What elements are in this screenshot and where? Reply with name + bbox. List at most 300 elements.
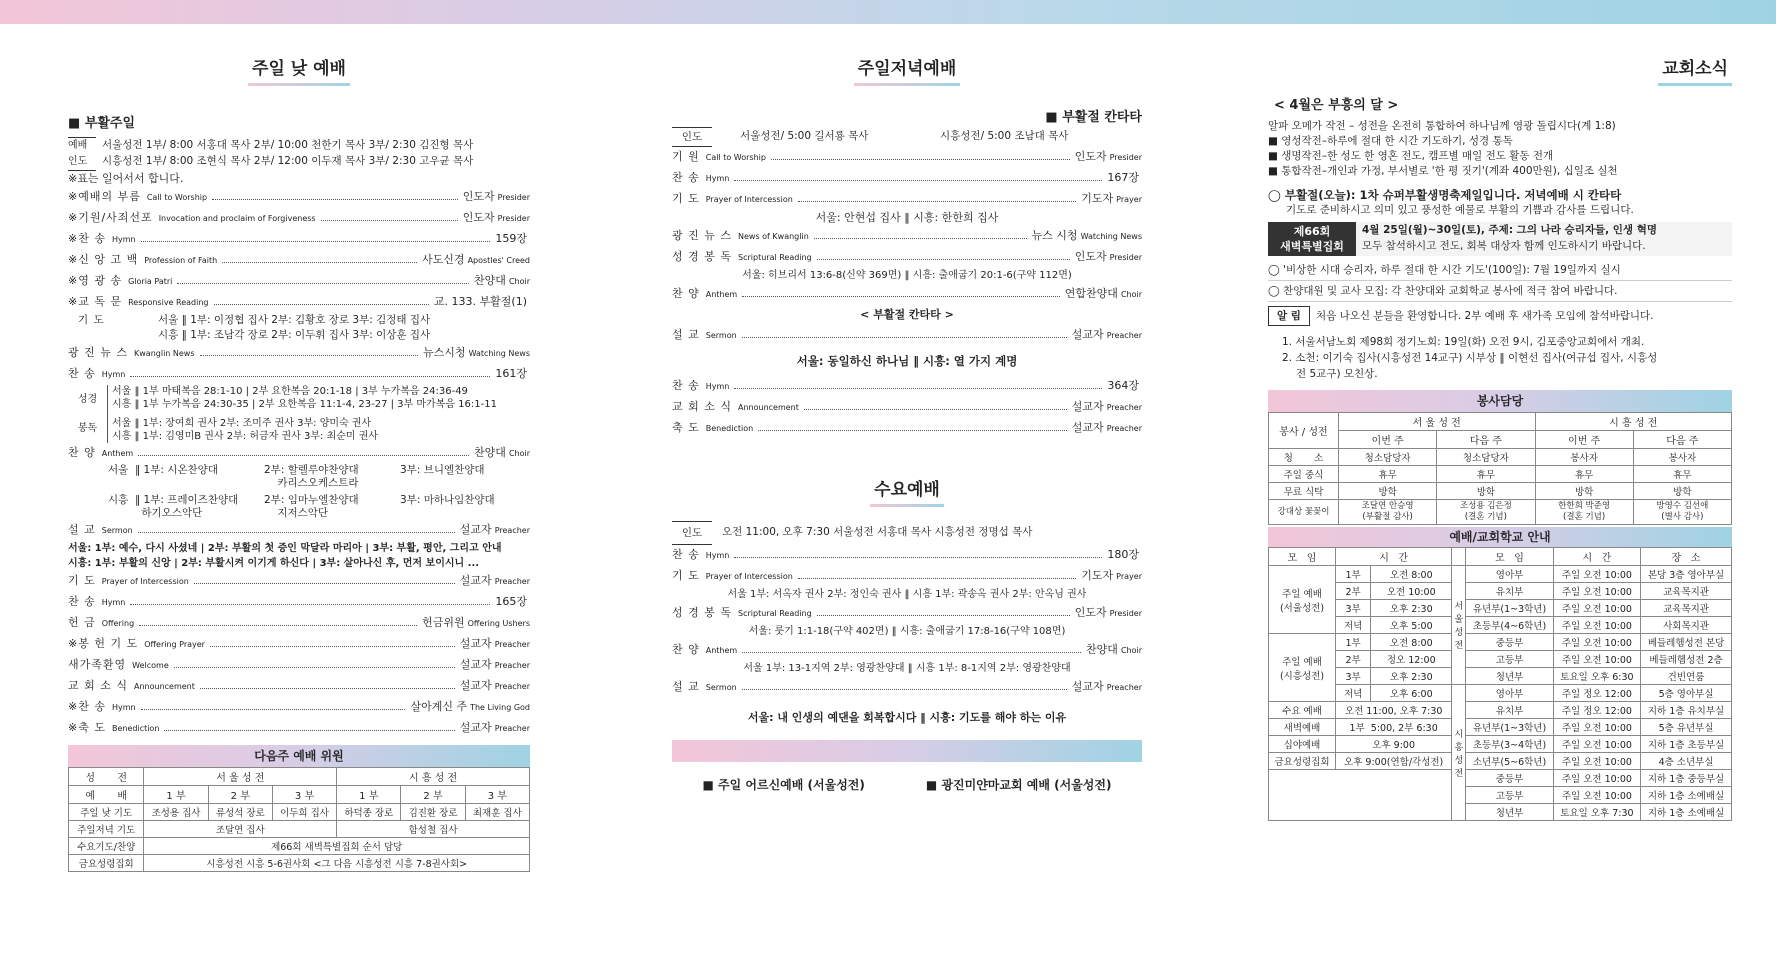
gradient-divider xyxy=(672,740,1142,762)
prayer-siheung: 시흥 ‖ 1부: 조남각 장로 2부: 이두휘 집사 3부: 이상훈 집사 xyxy=(158,329,431,341)
order-item xyxy=(672,603,1142,624)
table-cell: 이두희 집사 xyxy=(272,804,336,821)
order-english: Hymn xyxy=(705,551,730,560)
order-value: 설교자 xyxy=(459,523,492,536)
table-cell: 고등부 xyxy=(1466,651,1553,668)
table-cell: 방영수 김선애 (별사 감사) xyxy=(1633,500,1731,525)
table-cell: 봉사자 xyxy=(1633,449,1731,466)
table-cell: 주일 오전 10:00 xyxy=(1553,787,1640,804)
dot-leader xyxy=(814,227,1027,239)
order-value: 인도자 xyxy=(462,211,495,224)
table-cell: 2부 xyxy=(1336,583,1371,600)
anthem-seoul-1: 서울 ‖ 1부: 시온찬양대 xyxy=(108,464,218,476)
order-english: Benediction xyxy=(111,724,160,733)
dot-leader xyxy=(194,572,455,584)
table-cell: 주일 정오 12:00 xyxy=(1553,685,1640,702)
order-item xyxy=(672,677,1142,698)
table-cell: 영아부 xyxy=(1466,685,1553,702)
table-cell: 금요성령집회 xyxy=(1269,753,1336,770)
table-cell: 다음 주 xyxy=(1437,431,1535,449)
order-value: 인도자 xyxy=(462,190,495,203)
table-cell: 방학 xyxy=(1437,483,1535,500)
table-cell: 오전 8:00 xyxy=(1371,634,1452,651)
order-label: 찬 송 xyxy=(672,379,700,392)
dot-leader xyxy=(742,285,1060,297)
order-item xyxy=(68,229,530,250)
order-item xyxy=(68,364,530,385)
table-row xyxy=(1269,483,1732,500)
order-item xyxy=(672,566,1142,587)
next-week-heading: 다음주 예배 위원 xyxy=(68,745,530,767)
order-value: 설교자 xyxy=(459,721,492,734)
evening-sermon-title: 서울: 동일하신 하나님 ‖ 시흥: 열 가지 계명 xyxy=(796,354,1018,368)
table-row xyxy=(1269,685,1732,702)
table-cell: 휴무 xyxy=(1535,466,1633,483)
table-cell: 주일 오전 10:00 xyxy=(1553,651,1640,668)
order-label: 헌 금 xyxy=(68,616,96,629)
order-label: 기 도 xyxy=(68,574,96,587)
wednesday-order-1 xyxy=(672,545,1142,587)
month-theme-lines xyxy=(1268,119,1732,179)
order-english: Prayer of Intercession xyxy=(705,195,793,204)
order-value: 사도신경 xyxy=(422,253,465,266)
order-value-english: Presider xyxy=(1109,153,1142,162)
order-english: Benediction xyxy=(705,424,754,433)
table-cell: 수요 예배 xyxy=(1269,702,1336,719)
dot-leader xyxy=(164,719,454,731)
table-row xyxy=(69,838,530,855)
order-english: Call to Worship xyxy=(705,153,766,162)
order-label: 광 진 뉴 스 xyxy=(672,229,732,242)
siheung-leaders: 시흥성전 1부/ 8:00 조현식 목사 2부/ 12:00 이두재 목사 3부/ 2:30 고우균 목사 xyxy=(102,155,474,167)
table-cell: 예 배 xyxy=(69,786,144,804)
order-item xyxy=(68,634,530,655)
order-english: Hymn xyxy=(101,370,126,379)
table-cell: 청소담당자 xyxy=(1437,449,1535,466)
table-cell: 오후 2:30 xyxy=(1371,668,1452,685)
table-cell: 수요기도/찬양 xyxy=(69,838,144,855)
prayer-seoul: 서울 ‖ 1부: 이정협 집사 2부: 김황호 장로 3부: 김정태 집사 xyxy=(158,314,431,326)
order-item xyxy=(68,443,530,464)
evening-leaders xyxy=(672,127,1142,147)
order-item xyxy=(68,592,530,613)
order-label: 찬 송 xyxy=(68,367,96,380)
table-cell: 2부 xyxy=(1336,651,1371,668)
dot-leader xyxy=(141,230,491,242)
order-english: Hymn xyxy=(101,598,126,607)
table-cell: 초등부(4~6학년) xyxy=(1466,617,1553,634)
table-cell: 시 간 xyxy=(1336,548,1452,566)
order-label: 찬 송 xyxy=(672,548,700,561)
recruit-notice: ◯ 찬양대원 및 교사 모집: 각 찬양대와 교회학교 봉사에 적극 참여 바랍니다. xyxy=(1268,281,1732,302)
order-label: 기 도 xyxy=(672,192,700,205)
table-cell: 1부 5:00, 2부 6:30 xyxy=(1336,719,1452,736)
order-item xyxy=(672,147,1142,168)
order-item xyxy=(68,208,530,229)
dot-leader xyxy=(174,656,455,668)
order-label: 찬 양 xyxy=(68,446,96,459)
table-row xyxy=(1269,583,1732,600)
table-cell: 초등부(3~4학년) xyxy=(1466,736,1553,753)
order-label: ※봉 헌 기 도 xyxy=(68,637,139,650)
dot-leader xyxy=(200,344,419,356)
table-row xyxy=(1269,668,1732,685)
order-item xyxy=(68,571,530,592)
order-item xyxy=(672,640,1142,661)
announcement xyxy=(1268,306,1732,326)
order-of-service-1 xyxy=(68,187,530,313)
order-value: 인도자 xyxy=(1074,606,1107,619)
sunday-day-worship-title: 주일 낮 예배 xyxy=(68,54,530,86)
dot-leader xyxy=(742,641,1081,653)
table-cell: 서울성전 xyxy=(1452,566,1466,685)
order-english: Anthem xyxy=(101,449,134,458)
myanmar-service: ■ 광진미얀마교회 예배 (서울성전) xyxy=(925,778,1112,792)
order-value-english: Apostles' Creed xyxy=(467,256,530,265)
order-value-english: Preacher xyxy=(494,724,530,733)
worship-leader-label: 예배 인도 xyxy=(68,137,96,171)
order-value-english: Preacher xyxy=(1106,683,1142,692)
table-cell: 3부 xyxy=(1336,668,1371,685)
order-value: 180장 xyxy=(1107,548,1139,561)
table-cell: 1부 xyxy=(1336,634,1371,651)
wednesday-leaders xyxy=(672,521,1142,545)
table-cell: 오후 5:00 xyxy=(1371,617,1452,634)
order-english: Anthem xyxy=(705,290,738,299)
table-cell: 시 흥 성 전 xyxy=(337,768,530,786)
anthem-siheung-1: 시흥 ‖ 1부: 프레이즈찬양대 하기오스악단 xyxy=(108,494,239,519)
order-label: ※찬 송 xyxy=(68,700,106,713)
order-label: 광 진 뉴 스 xyxy=(68,346,128,359)
table-cell: 오후 9:00(연합/각성전) xyxy=(1336,753,1452,770)
order-value-english: Watching News xyxy=(468,349,530,358)
table-cell: 청 소 xyxy=(1269,449,1339,466)
anthem-siheung-2: 2부: 임마누엘찬양대 지저스악단 xyxy=(264,494,359,519)
order-item xyxy=(68,655,530,676)
table-cell: 휴무 xyxy=(1633,466,1731,483)
order-value-english: Preacher xyxy=(494,640,530,649)
order-item xyxy=(672,189,1142,210)
cantata-heading: ■ 부활절 칸타타 xyxy=(1045,110,1142,125)
dot-leader xyxy=(798,190,1076,202)
month-theme-line: ■ 생명작전–한 성도 한 영혼 전도, 캠프별 매일 전도 활동 전개 xyxy=(1268,150,1554,162)
table-cell: 베들레헴성전 2층 xyxy=(1641,651,1732,668)
table-cell: 4층 소년부실 xyxy=(1641,753,1732,770)
table-cell: 5층 영아부실 xyxy=(1641,685,1732,702)
order-value: 살아계신 주 xyxy=(410,700,468,713)
order-value: 167장 xyxy=(1107,171,1139,184)
table-cell: 영아부 xyxy=(1466,566,1553,583)
order-label: ※신 앙 고 백 xyxy=(68,253,139,266)
dot-leader xyxy=(804,398,1067,410)
table-row xyxy=(1269,719,1732,736)
wednesday-prayer-line: 서울 1부: 서옥자 권사 2부: 정인숙 권사 ‖ 시흥 1부: 곽송옥 권사 2부: 안옥님 권사 xyxy=(727,589,1087,600)
other-services xyxy=(672,776,1142,793)
order-value: 찬양대 xyxy=(474,274,506,287)
next-week-table xyxy=(68,767,530,872)
table-row xyxy=(1269,770,1732,787)
wednesday-lead-text: 오전 11:00, 오후 7:30 서울성전 서홍대 목사 시흥성전 정명섭 목사 xyxy=(722,526,1033,538)
table-cell: 토요일 오후 7:30 xyxy=(1553,804,1640,821)
table-cell: 장 소 xyxy=(1641,548,1732,566)
sunday-day-worship-column xyxy=(68,24,530,872)
church-news-column xyxy=(1268,24,1732,821)
table-cell: 3부 xyxy=(1336,600,1371,617)
schedule-table xyxy=(1268,547,1732,821)
dot-leader xyxy=(141,698,406,710)
table-cell: 휴무 xyxy=(1339,466,1437,483)
table-cell: 주일 오전 10:00 xyxy=(1553,566,1640,583)
order-label: 설 교 xyxy=(672,680,700,693)
table-cell xyxy=(1452,548,1466,566)
order-english: Scriptural Reading xyxy=(738,609,812,618)
order-label: 설 교 xyxy=(672,328,700,341)
table-cell: 강대상 꽃꽂이 xyxy=(1269,500,1339,525)
table-cell: 시흥성전 시흥 5-6권사회 <그 다음 시흥성전 시흥 7-8권사회> xyxy=(144,855,530,872)
table-cell: 1 부 xyxy=(144,786,208,804)
table-cell: 교육목지관 xyxy=(1641,583,1732,600)
sermon-row xyxy=(68,520,530,541)
order-label: 찬 송 xyxy=(672,171,700,184)
order-value-english: Preacher xyxy=(494,577,530,586)
svc-siheung-head: 시 흥 성 전 xyxy=(1535,413,1732,431)
table-row xyxy=(1269,651,1732,668)
order-value: 헌금위원 xyxy=(422,616,465,629)
seoul-leaders: 서울성전 1부/ 8:00 서홍대 목사 2부/ 10:00 천한기 목사 3부/ 2:30 김진형 목사 xyxy=(102,139,474,151)
table-cell: 방학 xyxy=(1535,483,1633,500)
easter-notice: ◯ 부활절(오늘): 1차 슈퍼부활생명축제일입니다. 저녁예배 시 칸타타 xyxy=(1268,188,1622,202)
order-value: 교. 133. 부활절(1) xyxy=(433,295,527,308)
reading-siheung: 시흥 ‖ 1부: 김영미B 권사 2부: 허금자 권사 3부: 최순미 권사 xyxy=(112,431,379,442)
order-value: 뉴스시청 xyxy=(423,346,466,359)
order-value-english: Prayer xyxy=(1116,195,1142,204)
table-cell: 오후 6:00 xyxy=(1371,685,1452,702)
dot-leader xyxy=(817,248,1070,260)
table-row xyxy=(1269,753,1732,770)
table-cell: 방학 xyxy=(1339,483,1437,500)
order-english: Invocation and proclaim of Forgiveness xyxy=(158,214,316,223)
order-english: Hymn xyxy=(705,382,730,391)
table-cell: 봉사자 xyxy=(1535,449,1633,466)
order-english: Announcement xyxy=(134,682,195,691)
table-cell: 성 전 xyxy=(69,768,144,786)
table-cell: 주일 정오 12:00 xyxy=(1553,702,1640,719)
table-cell: 유년부(1~3학년) xyxy=(1466,600,1553,617)
order-value-english: Prayer xyxy=(1116,572,1142,581)
table-cell: 3 부 xyxy=(272,786,336,804)
standing-note: ※표는 일어서서 합니다. xyxy=(68,172,184,185)
service-duty-heading: 봉사담당 xyxy=(1268,390,1732,412)
order-english: Offering Prayer xyxy=(144,640,205,649)
order-item xyxy=(672,545,1142,566)
table-cell: 소년부(5~6학년) xyxy=(1466,753,1553,770)
table-cell: 중등부 xyxy=(1466,770,1553,787)
dot-leader xyxy=(177,272,469,284)
table-cell: 주일 오전 10:00 xyxy=(1553,753,1640,770)
order-value-english: Preacher xyxy=(494,682,530,691)
table-cell: 5층 유년부실 xyxy=(1641,719,1732,736)
table-cell: 정오 12:00 xyxy=(1371,651,1452,668)
wednesday-order-4 xyxy=(672,677,1142,698)
announcement-text: 처음 나오신 분들을 환영합니다. 2부 예배 후 새가족 모임에 참석바랍니다. xyxy=(1315,310,1654,322)
table-cell: 금요성령집회 xyxy=(69,855,144,872)
wednesday-sermon-title: 서울: 내 인생의 예댄을 회복합시다 ‖ 시흥: 기도를 해야 하는 이유 xyxy=(747,711,1067,724)
scripture-siheung: 시흥 ‖ 1부 누가복음 24:30-35 | 2부 요한복음 11:1-4, 23-27 | 3부 마가복음 16:1-11 xyxy=(112,399,497,410)
presbytery-item: 1. 서울서남노회 제98회 정기노회: 19일(화) 오전 9시, 김포중앙교회에서 개최. xyxy=(1282,336,1645,348)
table-cell: 지하 1층 소예배실 xyxy=(1641,804,1732,821)
table-cell: 주일 오전 10:00 xyxy=(1553,770,1640,787)
order-item xyxy=(672,168,1142,189)
order-of-service-2 xyxy=(68,571,530,739)
order-value: 설교자 xyxy=(459,574,492,587)
order-item xyxy=(68,520,530,541)
table-cell: 1부 xyxy=(1336,566,1371,583)
hymn-row-2 xyxy=(68,364,530,385)
dot-leader xyxy=(138,521,455,533)
table-cell: 하덕종 장로 xyxy=(337,804,401,821)
scripture-block xyxy=(68,385,530,443)
order-value-english: Presider xyxy=(1109,253,1142,262)
order-value: 설교자 xyxy=(1071,680,1104,693)
order-english: Hymn xyxy=(705,174,730,183)
dawn-meeting-title: 4월 25일(월)~30일(토), 주제: 그의 나라 승리자들, 인생 혁명 xyxy=(1362,224,1658,236)
order-english: News of Kwanglin xyxy=(738,232,809,241)
evening-prayer-line: 서울: 안현섭 집사 ‖ 시흥: 한한희 집사 xyxy=(815,211,999,224)
svc-seoul-head: 서 울 성 전 xyxy=(1339,413,1536,431)
order-label: 찬 송 xyxy=(68,595,96,608)
order-label: 찬 양 xyxy=(672,643,700,656)
order-label: 축 도 xyxy=(672,421,700,434)
order-value-english: Presider xyxy=(1109,609,1142,618)
dawn-meeting-body: 모두 참석하시고 전도, 회복 대상자 함께 인도하시기 바랍니다. xyxy=(1362,240,1646,252)
table-cell: 방학 xyxy=(1633,483,1731,500)
dot-leader xyxy=(742,678,1067,690)
dot-leader xyxy=(798,567,1076,579)
prayer-campaign-notice: ◯ '비상한 시대 승리자, 하루 절대 한 시간 기도'(100일): 7월 19일까지 실시 xyxy=(1268,260,1732,281)
order-item xyxy=(68,292,530,313)
announcement-items xyxy=(1282,334,1732,382)
table-cell: 조달연 집사 xyxy=(144,821,337,838)
dot-leader xyxy=(321,209,458,221)
month-theme-line: ■ 영성작전–하루에 절대 한 시간 기도하기, 성경 통독 xyxy=(1268,135,1513,147)
sunday-evening-worship-column xyxy=(672,24,1142,793)
dot-leader xyxy=(200,677,455,689)
sermon-seoul-titles: 서울: 1부: 예수, 다시 사셨네 | 2부: 부활의 첫 증인 막달라 마리아 | 3부: 부활, 평안, 그리고 안내 xyxy=(68,543,502,554)
order-value: 161장 xyxy=(495,367,527,380)
easter-section-heading: ■ 부활주일 xyxy=(68,116,136,131)
service-duty-table xyxy=(1268,412,1732,525)
order-item xyxy=(672,284,1142,305)
table-cell: 지하 1층 중등부실 xyxy=(1641,770,1732,787)
order-value: 기도자 xyxy=(1081,192,1114,205)
dot-leader xyxy=(734,169,1102,181)
order-label: 새가족환영 xyxy=(68,658,127,671)
order-item xyxy=(68,718,530,739)
order-value: 설교자 xyxy=(1071,421,1104,434)
order-label: ※예배의 부름 xyxy=(68,190,141,203)
order-english: Profession of Faith xyxy=(144,256,218,265)
table-cell: 오후 2:30 xyxy=(1371,600,1452,617)
table-cell: 주일 오전 10:00 xyxy=(1553,600,1640,617)
order-value-english: Preacher xyxy=(1106,331,1142,340)
order-value: 연합찬양대 xyxy=(1064,287,1118,300)
table-row xyxy=(69,804,530,821)
order-label: ※영 광 송 xyxy=(68,274,123,287)
table-row xyxy=(1269,736,1732,753)
table-cell: 주일 오전 10:00 xyxy=(1553,719,1640,736)
order-value: 인도자 xyxy=(1074,150,1107,163)
seniors-service: ■ 주일 어르신예배 (서울성전) xyxy=(702,778,865,792)
table-cell: 주일 낮 기도 xyxy=(69,804,144,821)
order-english: Scriptural Reading xyxy=(738,253,812,262)
table-cell: 토요일 오후 6:30 xyxy=(1553,668,1640,685)
prayer-label: 기 도 xyxy=(78,314,105,326)
order-item xyxy=(672,226,1142,247)
order-value: 설교자 xyxy=(459,679,492,692)
church-news-title: 교회소식 xyxy=(1268,54,1732,86)
wednesday-lead-label: 인도 xyxy=(672,521,712,545)
order-value: 찬양대 xyxy=(1086,643,1118,656)
table-cell: 오후 9:00 xyxy=(1336,736,1452,753)
table-cell: 오전 8:00 xyxy=(1371,566,1452,583)
evening-sermon-row xyxy=(672,325,1142,346)
order-english: Welcome xyxy=(132,661,169,670)
wednesday-order-3 xyxy=(672,640,1142,661)
order-english: Kwanglin News xyxy=(134,349,195,358)
dot-leader xyxy=(130,365,490,377)
evening-order-2 xyxy=(672,226,1142,268)
order-value-english: Watching News xyxy=(1080,232,1142,241)
table-cell: 오전 10:00 xyxy=(1371,583,1452,600)
order-english: Announcement xyxy=(738,403,799,412)
evening-worship-title: 주일저녁예배 xyxy=(672,54,1142,86)
order-item xyxy=(672,397,1142,418)
condolence-item-cont: 전 5교구) 모친상. xyxy=(1296,368,1378,380)
order-value-english: Presider xyxy=(497,193,530,202)
order-english: Sermon xyxy=(705,331,737,340)
order-item xyxy=(68,613,530,634)
table-cell: 고등부 xyxy=(1466,787,1553,804)
anthem-row xyxy=(68,443,530,464)
order-english: Responsive Reading xyxy=(128,298,209,307)
order-value-english: Preacher xyxy=(494,661,530,670)
dot-leader xyxy=(758,419,1067,431)
table-cell: 한한희 박준영 (결혼 기념) xyxy=(1535,500,1633,525)
easter-notice-body: 기도로 준비하시고 의미 있고 풍성한 예물로 부활의 기쁨과 감사를 드립니다. xyxy=(1286,204,1634,216)
month-theme-line: 알파 오메가 작전 – 성전을 온전히 통합하여 하나님께 영광 돌립시다(계 1:8) xyxy=(1268,120,1616,132)
table-cell: 유년부(1~3학년) xyxy=(1466,719,1553,736)
table-cell: 주일 중식 xyxy=(1269,466,1339,483)
dot-leader xyxy=(138,444,469,456)
order-item xyxy=(68,343,530,364)
evening-lead-siheung: 시흥성전/ 5:00 조남대 목사 xyxy=(940,130,1069,142)
table-cell xyxy=(1269,770,1452,821)
evening-lead-label: 인도 xyxy=(672,127,712,147)
order-label: 교 회 소 식 xyxy=(672,400,732,413)
order-value: 설교자 xyxy=(459,637,492,650)
scripture-seoul: 서울 ‖ 1부 마태복음 28:1-10 | 2부 요한복음 20:1-18 | 3부 누가복음 24:36-49 xyxy=(112,386,468,397)
table-cell: 다음 주 xyxy=(1633,431,1731,449)
table-row xyxy=(1269,600,1732,617)
svc-corner: 봉사 / 성전 xyxy=(1269,413,1339,449)
order-value: 기도자 xyxy=(1081,569,1114,582)
wednesday-worship-title: 수요예배 xyxy=(672,475,1142,507)
order-label: 찬 양 xyxy=(672,287,700,300)
table-cell: 조성용 집사 xyxy=(144,804,208,821)
order-value-english: Choir xyxy=(508,277,530,286)
scripture-label: 성경 xyxy=(77,394,98,405)
order-value: 찬양대 xyxy=(474,446,506,459)
